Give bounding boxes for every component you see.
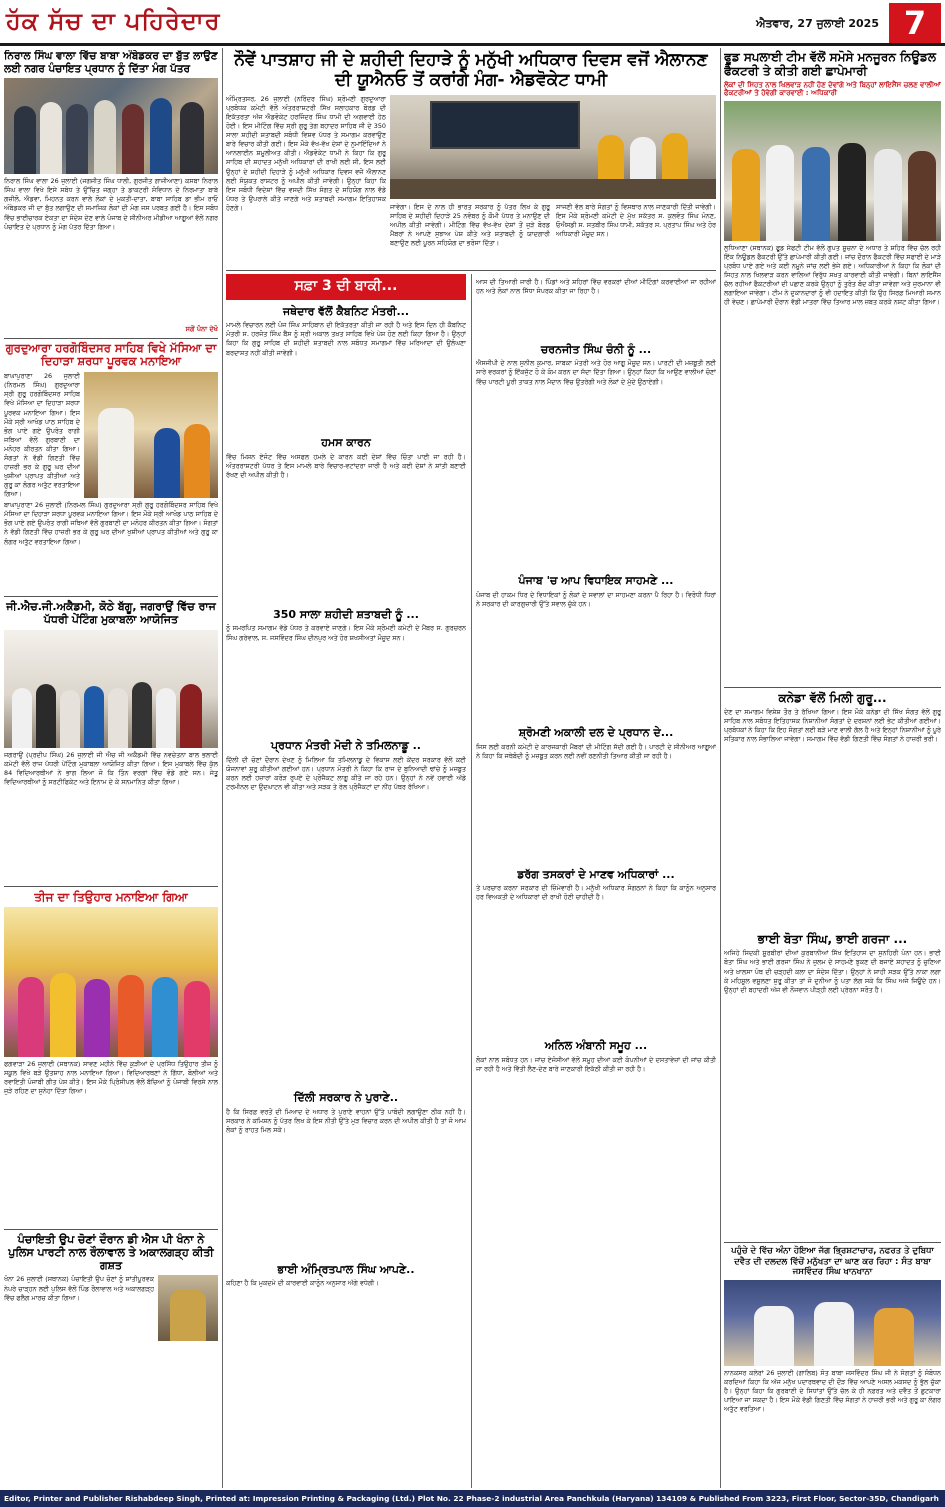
continued-article-body: ਆਸ ਦੀ ਤਿਆਰੀ ਜਾਰੀ ਹੈ। ਪਿੰਡਾਂ ਅਤੇ ਸ਼ਹਿਰਾਂ ਵਿੱਚ ਵਰਕਰਾਂ ਦੀਆਂ ਮੀਟਿੰਗਾਂ ਕਰਵਾਈਆਂ ਜਾ ਰਹੀਆਂ ਹਨ ਅਤੇ ਲੋਕਾਂ ਨਾਲ ਸਿੱਧਾ ਸੰਪਰਕ ਕੀਤਾ ਜਾ ਰਿਹਾ ਹੈ।	[476, 277, 716, 295]
continued-note: ਸਗੋਂ ਪੰਨਾ ਦੇਖੋ	[185, 325, 218, 334]
imprint-footer: Editor, Printer and Publisher Rishabdeep Singh, Printed at: Impression Printing & Packaging (Ltd.) Plot No. 22 Phase-2 industrial Area Panchkula (Haryana) 134109 & Published From 3223, First Floor, Sector-35D, Chandigarh	[0, 1490, 945, 1507]
article-headline: ਕਨੇਡਾ ਵੱਲੋਂ ਮਿਲੀ ਗੁਰੂ...	[778, 690, 887, 705]
article-photo	[4, 907, 218, 1057]
continued-article-headline: 350 ਸਾਲਾ ਸ਼ਹੀਦੀ ਸ਼ਤਾਬਦੀ ਨੂੰ ...	[273, 607, 419, 621]
article-headline: ਨਿਰਾਲ ਸਿੰਘ ਵਾਲਾ ਵਿੱਚ ਬਾਬਾ ਅੰਬੇਡਕਰ ਦਾ ਬੁੱਤ ਲਾਉਣ ਲਈ ਨਗਰ ਪੰਚਾਇਤ ਪ੍ਰਧਾਨ ਨੂੰ ਦਿੱਤਾ ਮੰਗ ਪੱਤਰ	[4, 50, 218, 75]
article-photo	[158, 1275, 218, 1341]
article-body: ਖੰਨਾ 26 ਜੁਲਾਈ (ਸਥਾਨਕ) ਪੰਚਾਇਤੀ ਉਪ ਚੋਣਾਂ ਨੂੰ ਸ਼ਾਂਤੀਪੂਰਵਕ ਨੇਪਰੇ ਚਾੜ੍ਹਨ ਲਈ ਪੁਲਿਸ ਵੱਲੋਂ ਪਿੰਡ ਰੌਲਾਵਾਲ ਅਤੇ ਅਕਾਲਗੜ੍ਹ ਵਿੱਚ ਫਲੈਗ ਮਾਰਚ ਕੀਤਾ ਗਿਆ।	[4, 1275, 154, 1302]
article-headline: ਭਾਈ ਬੋਤਾ ਸਿੰਘ, ਭਾਈ ਗਰਜਾ ...	[757, 931, 908, 946]
lead-headline: ਨੌਵੇਂ ਪਾਤਸ਼ਾਹ ਜੀ ਦੇ ਸ਼ਹੀਦੀ ਦਿਹਾੜੇ ਨੂੰ ਮਨੁੱਖੀ ਅਧਿਕਾਰ ਦਿਵਸ ਵਜੋਂ ਐਲਾਨਣ ਦੀ ਯੂਐਨਓ ਤੋਂ ਕਰਾਂਗੇ ਮੰਗ- ਐਡਵੋਕੇਟ ਧਾਮੀ	[234, 50, 708, 91]
continued-article-body: ਦਿੱਲੀ ਦੀ ਚੋਣਾਂ ਦੌਰਾਨ ਦੇਖਣ ਨੂੰ ਮਿਲਿਆ ਕਿ ਤਮਿਲਨਾਡੂ ਦੇ ਵਿਕਾਸ ਲਈ ਕੇਂਦਰ ਸਰਕਾਰ ਵੱਲੋਂ ਕਈ ਯੋਜਨਾਵਾਂ ਸ਼ੁਰੂ ਕੀਤੀਆਂ ਗਈਆਂ ਹਨ। ਪ੍ਰਧਾਨ ਮੰਤਰੀ ਨੇ ਕਿਹਾ ਕਿ ਰਾਜ ਦੇ ਬੁਨਿਆਦੀ ਢਾਂਚੇ ਨੂੰ ਮਜ਼ਬੂਤ ਕਰਨ ਲਈ ਹਜ਼ਾਰਾਂ ਕਰੋੜ ਰੁਪਏ ਦੇ ਪ੍ਰੋਜੈਕਟ ਲਾਗੂ ਕੀਤੇ ਜਾ ਰਹੇ ਹਨ। ਉਨ੍ਹਾਂ ਨੇ ਨਵੇਂ ਹਵਾਈ ਅੱਡੇ ਟਰਮੀਨਲ ਦਾ ਉਦਘਾਟਨ ਵੀ ਕੀਤਾ ਅਤੇ ਸੜਕ ਤੇ ਰੇਲ ਪ੍ਰੋਜੈਕਟਾਂ ਦਾ ਨੀਂਹ ਪੱਥਰ ਰੱਖਿਆ।	[226, 756, 466, 792]
continued-article-body: ਵਿੱਚ ਮਿਸ਼ਨ ਏਜੰਟ ਵਿੱਚ ਅਸਫਲ ਹਮਲੇ ਦੇ ਕਾਰਨ ਕਈ ਦੇਸ਼ਾਂ ਵਿੱਚ ਚਿੰਤਾ ਪਾਈ ਜਾ ਰਹੀ ਹੈ। ਅੰਤਰਰਾਸ਼ਟਰੀ ਪੱਧਰ ਤੇ ਇਸ ਮਾਮਲੇ ਬਾਰੇ ਵਿਚਾਰ-ਵਟਾਂਦਰਾ ਜਾਰੀ ਹੈ ਅਤੇ ਕਈ ਦੇਸ਼ਾਂ ਨੇ ਸ਼ਾਂਤੀ ਬਣਾਈ ਰੱਖਣ ਦੀ ਅਪੀਲ ਕੀਤੀ ਹੈ।	[226, 452, 466, 480]
continued-column	[476, 274, 716, 1488]
left-column	[4, 50, 218, 1488]
continued-article-body: ਪੰਜਾਬ ਦੀ ਹਾਕਮ ਧਿਰ ਦੇ ਵਿਧਾਇਕਾਂ ਨੂੰ ਲੋਕਾਂ ਦੇ ਸਵਾਲਾਂ ਦਾ ਸਾਹਮਣਾ ਕਰਨਾ ਪੈ ਰਿਹਾ ਹੈ। ਵਿਰੋਧੀ ਧਿਰਾਂ ਨੇ ਸਰਕਾਰ ਦੀ ਕਾਰਗੁਜ਼ਾਰੀ ਉੱਤੇ ਸਵਾਲ ਚੁੱਕੇ ਹਨ।	[476, 591, 716, 609]
continued-article	[226, 304, 466, 432]
continued-article	[226, 1262, 466, 1340]
lead-body-continued: ਜਾਵੇਗਾ। ਇਸ ਦੇ ਨਾਲ ਹੀ ਭਾਰਤ ਸਰਕਾਰ ਨੂੰ ਪੱਤਰ ਲਿਖ ਕੇ ਗੁਰੂ ਸਾਹਿਬ ਦੇ ਸ਼ਹੀਦੀ ਦਿਹਾੜੇ 25 ਨਵੰਬਰ ਨੂੰ ਕੌਮੀ ਪੱਧਰ ਤੇ ਮਨਾਉਣ ਦੀ ਅਪੀਲ ਕੀਤੀ ਜਾਵੇਗੀ। ਮੀਟਿੰਗ ਵਿੱਚ ਵੱਖ-ਵੱਖ ਦੇਸ਼ਾਂ ਤੋਂ ਜੁੜੇ ਬੋਰਡ ਮੈਂਬਰਾਂ ਨੇ ਆਪਣੇ ਸੁਝਾਅ ਪੇਸ਼ ਕੀਤੇ ਅਤੇ ਸ਼ਤਾਬਦੀ ਨੂੰ ਯਾਦਗਾਰੀ ਬਣਾਉਣ ਲਈ ਪੂਰਨ ਸਹਿਯੋਗ ਦਾ ਭਰੋਸਾ ਦਿੱਤਾ।	[390, 202, 550, 248]
article-body: ਜਗਰਾਉਂ (ਪ੍ਰਦੀਪ ਸਿੰਘ) 26 ਜੁਲਾਈ ਜੀ ਐਚ ਜੀ ਅਕੈਡਮੀ ਵਿੱਚ ਨਵਚੇਤਨਾ ਬਾਲ ਭਲਾਈ ਕਮੇਟੀ ਵੱਲੋਂ ਰਾਜ ਪੱਧਰੀ ਪੇਂਟਿੰਗ ਮੁਕਾਬਲਾ ਆਯੋਜਿਤ ਕੀਤਾ ਗਿਆ। ਇਸ ਮੁਕਾਬਲੇ ਵਿੱਚ ਕੁੱਲ 84 ਵਿਦਿਆਰਥੀਆਂ ਨੇ ਭਾਗ ਲਿਆ ਜੋ ਕਿ ਤਿੰਨ ਵਰਗਾਂ ਵਿੱਚ ਵੰਡੇ ਗਏ ਸਨ। ਜੇਤੂ ਵਿਦਿਆਰਥੀਆਂ ਨੂੰ ਸਰਟੀਫਿਕੇਟ ਅਤੇ ਇਨਾਮ ਦੇ ਕੇ ਸਨਮਾਨਿਤ ਕੀਤਾ ਗਿਆ।	[4, 750, 218, 786]
continued-article-headline: ਜਥੇਦਾਰ ਵੱਲੋਂ ਕੈਬਨਿਟ ਮੰਤਰੀ...	[283, 304, 409, 318]
article-headline: ਪੰਚਾਇਤੀ ਉਪ ਚੋਣਾਂ ਦੌਰਾਨ ਡੀ ਐਸ ਪੀ ਖੰਨਾ ਨੇ ਪੁਲਿਸ ਪਾਰਟੀ ਨਾਲ ਰੌਲਾਵਾਲ ਤੇ ਅਕਾਲਗੜ੍ਹ ਕੀਤੀ ਗਸ਼ਤ	[8, 1232, 214, 1273]
continued-article-headline: ਅਨਿਲ ਅੰਬਾਨੀ ਸਮੂਹ ...	[544, 1039, 648, 1053]
article-headline: ਫੂਡ ਸਪਲਾਈ ਟੀਮ ਵੱਲੋਂ ਸਮੋਸੇ ਮਨਜੂਰਨ ਨਿਊਡਲ ਫੈਕਟਰੀ ਤੇ ਕੀਤੀ ਗਈ ਛਾਪੇਮਾਰੀ	[724, 50, 936, 79]
article-body: ਲੁਧਿਆਣਾ (ਸਥਾਨਕ) ਫੂਡ ਸੇਫਟੀ ਟੀਮ ਵੱਲੋਂ ਗੁਪਤ ਸੂਚਨਾ ਦੇ ਅਧਾਰ ਤੇ ਸ਼ਹਿਰ ਵਿੱਚ ਚੱਲ ਰਹੀ ਇੱਕ ਨਿਊਡਲ ਫੈਕਟਰੀ ਉੱਤੇ ਛਾਪੇਮਾਰੀ ਕੀਤੀ ਗਈ। ਜਾਂਚ ਦੌਰਾਨ ਫੈਕਟਰੀ ਵਿੱਚ ਸਫਾਈ ਦੇ ਮਾੜੇ ਪ੍ਰਬੰਧ ਪਾਏ ਗਏ ਅਤੇ ਕਈ ਨਮੂਨੇ ਜਾਂਚ ਲਈ ਭੇਜੇ ਗਏ। ਅਧਿਕਾਰੀਆਂ ਨੇ ਕਿਹਾ ਕਿ ਲੋਕਾਂ ਦੀ ਸਿਹਤ ਨਾਲ ਖਿਲਵਾੜ ਕਰਨ ਵਾਲਿਆਂ ਵਿਰੁੱਧ ਸਖ਼ਤ ਕਾਰਵਾਈ ਕੀਤੀ ਜਾਵੇਗੀ। ਬਿਨਾਂ ਲਾਇਸੈਂਸ ਚੱਲ ਰਹੀਆਂ ਫੈਕਟਰੀਆਂ ਦੀ ਪਛਾਣ ਕਰਕੇ ਉਨ੍ਹਾਂ ਨੂੰ ਤੁਰੰਤ ਬੰਦ ਕੀਤਾ ਜਾਵੇਗਾ ਅਤੇ ਜੁਰਮਾਨਾ ਵੀ ਲਗਾਇਆ ਜਾਵੇਗਾ। ਟੀਮ ਨੇ ਦੁਕਾਨਦਾਰਾਂ ਨੂੰ ਵੀ ਹਦਾਇਤ ਕੀਤੀ ਕਿ ਉਹ ਸਿਰਫ਼ ਮਿਆਰੀ ਸਮਾਨ ਹੀ ਵੇਚਣ। ਛਾਪੇਮਾਰੀ ਦੌਰਾਨ ਵੱਡੀ ਮਾਤਰਾ ਵਿੱਚ ਤਿਆਰ ਮਾਲ ਜ਼ਬਤ ਕਰਕੇ ਨਸ਼ਟ ਕੀਤਾ ਗਿਆ।	[724, 243, 941, 307]
section-rule	[724, 1242, 941, 1243]
article-block	[4, 1275, 218, 1355]
section-rule	[4, 338, 218, 339]
article-photo	[4, 78, 218, 174]
edition-date: ਐਤਵਾਰ, 27 ਜੁਲਾਈ 2025	[756, 17, 879, 30]
continued-article	[226, 607, 466, 735]
continued-article-headline: ਦਿੱਲੀ ਸਰਕਾਰ ਨੇ ਪੁਰਾਣੇ..	[293, 1091, 399, 1105]
article-photo	[724, 1280, 941, 1366]
continued-article	[476, 573, 716, 721]
video-screen	[430, 101, 580, 149]
continued-article	[476, 867, 716, 1035]
continued-article-body: ਮਾਮਲੇ ਵਿਚਾਰਨ ਲਈ ਪੰਜ ਸਿੰਘ ਸਾਹਿਬਾਨ ਦੀ ਇਕੱਤਰਤਾ ਕੀਤੀ ਜਾ ਰਹੀ ਹੈ ਅਤੇ ਇਸ ਦਿਨ ਹੀ ਕੈਬਨਿਟ ਮੰਤਰੀ ਸ. ਹਰਜੋਤ ਸਿੰਘ ਬੈਂਸ ਨੂੰ ਸ੍ਰੀ ਅਕਾਲ ਤਖ਼ਤ ਸਾਹਿਬ ਵਿਖੇ ਪੇਸ਼ ਹੋਣ ਲਈ ਕਿਹਾ ਗਿਆ ਹੈ। ਉਨ੍ਹਾਂ ਕਿਹਾ ਕਿ ਗੁਰੂ ਸਾਹਿਬ ਦੀ ਸ਼ਹੀਦੀ ਸ਼ਤਾਬਦੀ ਨਾਲ ਸਬੰਧਤ ਸਮਾਗਮਾਂ ਵਿੱਚ ਮਰਿਆਦਾ ਦੀ ਉਲੰਘਣਾ ਬਰਦਾਸ਼ਤ ਨਹੀਂ ਕੀਤੀ ਜਾਵੇਗੀ।	[226, 321, 466, 357]
continued-article-headline: ਚਰਨਜੀਤ ਸਿੰਘ ਚੰਨੀ ਨੂੰ ...	[540, 342, 652, 356]
continued-article-body: ਕਹਿਣਾ ਹੈ ਕਿ ਮੁਕਦਮੇ ਦੀ ਕਾਰਵਾਈ ਕਾਨੂੰਨ ਅਨੁਸਾਰ ਅੱਗੇ ਵਧੇਗੀ।	[226, 1279, 379, 1288]
continued-article	[226, 738, 466, 1086]
masthead	[0, 0, 945, 46]
continued-article-headline: ਪ੍ਰਧਾਨ ਮੰਤਰੀ ਮੋਦੀ ਨੇ ਤਮਿਲਨਾਡੂ ..	[271, 739, 421, 753]
lead-photo	[390, 95, 716, 199]
continued-article	[226, 435, 466, 603]
article-block	[4, 372, 218, 498]
article-body: ਨਿਰਾਲ ਸਿੰਘ ਵਾਲਾ 26 ਜੁਲਾਈ (ਜਗਜੀਤ ਸਿੰਘ ਧਾਲੀ, ਗੁਰਜੀਤ ਗਾਜੀਆਣਾ) ਕਸਬਾ ਨਿਰਾਲ ਸਿੰਘ ਵਾਲਾ ਵਿਖੇ ਇਸੇ ਸਬੰਧ ਤੇ ਉੱਚਿਤ ਜਗ੍ਹਾ ਤੇ ਡਾਕਟਰੀ ਸੰਵਿਧਾਨ ਦੇ ਨਿਰਮਾਤਾ ਬਾਬੇ ਗਜ਼ੀਲੋ, ਐਡਵਾ, ਮਿਹਨਤ ਕਰਨ ਵਾਲੇ ਲੋਕਾਂ ਦੇ ਮੁਕਤੀ-ਦਾਤਾ, ਬਾਬਾ ਸਾਹਿਬ ਡਾ ਭੀਮ ਰਾਓ ਅੰਬੇਡਕਰ ਜੀ ਦਾ ਬੁੱਤ ਲਗਾਉਣ ਦੀ ਸਮਾਜਿਕ ਲੋਕਾਂ ਦੀ ਮੰਗ ਜਸ ਪਰਬਤ ਗਈ ਹੈ। ਇਸ ਸਬੰਧ ਵਿੱਚ ਭਾਈਚਾਰਕ ਏਕਤਾ ਦਾ ਸੰਦੇਸ਼ ਦੇਣ ਵਾਲੇ ਪੰਜਾਬ ਦੇ ਸੀਨੀਅਰ ਮੀਡੀਆ ਆਗੂਆਂ ਵੱਲੋਂ ਨਗਰ ਪੰਚਾਇਤ ਦੇ ਪ੍ਰਧਾਨ ਨੂੰ ਮੰਗ ਪੱਤਰ ਦਿੱਤਾ ਗਿਆ।	[4, 177, 218, 231]
continued-article-headline: ਪੰਜਾਬ 'ਚ ਆਪ ਵਿਧਾਇਕ ਸਾਹਮਣੇ ...	[518, 574, 674, 588]
continued-article	[476, 725, 716, 863]
article-headline: ਜੀ.ਐਚ.ਜੀ.ਅਕੈਡਮੀ, ਕੋਠੇ ਬੱਗੂ, ਜਗਰਾਉਂ ਵਿੱਚ ਰਾਜ ਪੱਧਰੀ ਪੇਂਟਿੰਗ ਮੁਕਾਬਲਾ ਆਯੋਜਿਤ	[6, 600, 216, 627]
article-body: ਦੇਣ ਦਾ ਸਮਾਗਮ ਵਿਸ਼ੇਸ਼ ਤੌਰ ਤੇ ਰੱਖਿਆ ਗਿਆ। ਇਸ ਮੌਕੇ ਕਨੇਡਾ ਦੀ ਸਿੱਖ ਸੰਗਤ ਵੱਲੋਂ ਗੁਰੂ ਸਾਹਿਬ ਨਾਲ ਸਬੰਧਤ ਇਤਿਹਾਸਕ ਨਿਸ਼ਾਨੀਆਂ ਸੰਗਤਾਂ ਦੇ ਦਰਸ਼ਨਾਂ ਲਈ ਭੇਟ ਕੀਤੀਆਂ ਗਈਆਂ। ਪ੍ਰਬੰਧਕਾਂ ਨੇ ਕਿਹਾ ਕਿ ਇਹ ਸੰਗਤਾਂ ਲਈ ਬੜੇ ਮਾਣ ਵਾਲੀ ਗੱਲ ਹੈ ਅਤੇ ਇਨ੍ਹਾਂ ਨਿਸ਼ਾਨੀਆਂ ਨੂੰ ਪੂਰੇ ਸਤਿਕਾਰ ਨਾਲ ਸੰਭਾਲਿਆ ਜਾਵੇਗਾ। ਸਮਾਗਮ ਵਿੱਚ ਵੱਡੀ ਗਿਣਤੀ ਵਿੱਚ ਸੰਗਤਾਂ ਨੇ ਹਾਜ਼ਰੀ ਭਰੀ।	[724, 707, 941, 744]
lead-story	[226, 95, 716, 267]
continued-column	[226, 274, 466, 1488]
lead-body: ਅੰਮ੍ਰਿਤਸਰ, 26 ਜੁਲਾਈ (ਨਰਿੰਦਰ ਸਿੰਘ) ਸ਼੍ਰੋਮਣੀ ਗੁਰਦੁਆਰਾ ਪ੍ਰਬੰਧਕ ਕਮੇਟੀ ਵੱਲੋਂ ਅੰਤਰਰਾਸ਼ਟਰੀ ਸਿੱਖ ਸਲਾਹਕਾਰ ਬੋਰਡ ਦੀ ਇਕੱਤਰਤਾ ਅੱਜ ਐਡਵੋਕੇਟ ਹਰਜਿੰਦਰ ਸਿੰਘ ਧਾਮੀ ਦੀ ਅਗਵਾਈ ਹੇਠ ਹੋਈ। ਇਸ ਮੀਟਿੰਗ ਵਿੱਚ ਸ੍ਰੀ ਗੁਰੂ ਤੇਗ ਬਹਾਦਰ ਸਾਹਿਬ ਜੀ ਦੇ 350 ਸਾਲਾ ਸ਼ਹੀਦੀ ਸ਼ਤਾਬਦੀ ਸਬੰਧੀ ਵਿਸ਼ਵ ਪੱਧਰ ਤੇ ਸਮਾਗਮ ਕਰਵਾਉਣ ਬਾਰੇ ਵਿਚਾਰ ਕੀਤੀ ਗਈ। ਇਸ ਮੌਕੇ ਵੱਖ-ਵੱਖ ਦੇਸ਼ਾਂ ਦੇ ਨੁਮਾਇੰਦਿਆਂ ਨੇ ਆਨਲਾਈਨ ਸ਼ਮੂਲੀਅਤ ਕੀਤੀ। ਐਡਵੋਕੇਟ ਧਾਮੀ ਨੇ ਕਿਹਾ ਕਿ ਗੁਰੂ ਸਾਹਿਬ ਦੀ ਸ਼ਹਾਦਤ ਮਨੁੱਖੀ ਅਧਿਕਾਰਾਂ ਦੀ ਰਾਖੀ ਲਈ ਸੀ, ਇਸ ਲਈ ਉਨ੍ਹਾਂ ਦੇ ਸ਼ਹੀਦੀ ਦਿਹਾੜੇ ਨੂੰ ਮਨੁੱਖੀ ਅਧਿਕਾਰ ਦਿਵਸ ਵਜੋਂ ਐਲਾਨਣ ਲਈ ਸੰਯੁਕਤ ਰਾਸ਼ਟਰ ਨੂੰ ਅਪੀਲ ਕੀਤੀ ਜਾਵੇਗੀ। ਉਨ੍ਹਾਂ ਕਿਹਾ ਕਿ ਇਸ ਸਬੰਧੀ ਵਿਦੇਸ਼ਾਂ ਵਿੱਚ ਵਸਦੀ ਸਿੱਖ ਸੰਗਤ ਦੇ ਸਹਿਯੋਗ ਨਾਲ ਵੱਡੇ ਪੱਧਰ ਤੇ ਉਪਰਾਲੇ ਕੀਤੇ ਜਾਣਗੇ ਅਤੇ ਸ਼ਤਾਬਦੀ ਸਮਾਗਮ ਇਤਿਹਾਸਕ ਹੋਣਗੇ।	[226, 94, 386, 212]
article-photo	[4, 630, 218, 748]
article-body: ਅਜਿਹੇ ਸਿਦਕੀ ਸੂਰਬੀਰਾਂ ਦੀਆਂ ਕੁਰਬਾਨੀਆਂ ਸਿੱਖ ਇਤਿਹਾਸ ਦਾ ਸੁਨਹਿਰੀ ਪੰਨਾ ਹਨ। ਭਾਈ ਬੋਤਾ ਸਿੰਘ ਅਤੇ ਭਾਈ ਗਰਜਾ ਸਿੰਘ ਨੇ ਜ਼ੁਲਮ ਦੇ ਸਾਹਮਣੇ ਝੁਕਣ ਦੀ ਬਜਾਏ ਸ਼ਹਾਦਤ ਨੂੰ ਚੁਣਿਆ ਅਤੇ ਖ਼ਾਲਸਾ ਪੰਥ ਦੀ ਚੜ੍ਹਦੀ ਕਲਾ ਦਾ ਸੰਦੇਸ਼ ਦਿੱਤਾ। ਉਨ੍ਹਾਂ ਨੇ ਸ਼ਾਹੀ ਸੜਕ ਉੱਤੇ ਨਾਕਾ ਲਗਾ ਕੇ ਮਹਿਸੂਲ ਵਸੂਲਣਾ ਸ਼ੁਰੂ ਕੀਤਾ ਤਾਂ ਜੋ ਦੁਨੀਆ ਨੂੰ ਪਤਾ ਲੱਗ ਸਕੇ ਕਿ ਸਿੰਘ ਅਜੇ ਜਿਊਂਦੇ ਹਨ। ਉਨ੍ਹਾਂ ਦੀ ਬਹਾਦਰੀ ਅੱਜ ਵੀ ਨੌਜਵਾਨ ਪੀੜ੍ਹੀ ਲਈ ਪ੍ਰੇਰਨਾ ਸਰੋਤ ਹੈ।	[724, 949, 941, 994]
continued-article	[476, 342, 716, 570]
column-rule	[222, 48, 223, 1488]
article-body: ਨਾਨਕਸਰ ਕਲੇਰਾਂ 26 ਜੁਲਾਈ (ਗਾਲਿਬ) ਸੰਤ ਬਾਬਾ ਜਸਵਿੰਦਰ ਸਿੰਘ ਜੀ ਨੇ ਸੰਗਤਾਂ ਨੂੰ ਸੰਬੋਧਨ ਕਰਦਿਆਂ ਕਿਹਾ ਕਿ ਅੱਜ ਮਨੁੱਖ ਪਦਾਰਥਵਾਦ ਦੀ ਦੌੜ ਵਿੱਚ ਆਪਣੇ ਅਸਲ ਮਕਸਦ ਨੂੰ ਭੁੱਲ ਚੁੱਕਾ ਹੈ। ਉਨ੍ਹਾਂ ਕਿਹਾ ਕਿ ਗੁਰਬਾਣੀ ਦੇ ਸਿਧਾਂਤਾਂ ਉੱਤੇ ਚੱਲ ਕੇ ਹੀ ਨਫ਼ਰਤ ਅਤੇ ਦਵੈਤ ਤੋਂ ਛੁਟਕਾਰਾ ਪਾਇਆ ਜਾ ਸਕਦਾ ਹੈ। ਇਸ ਮੌਕੇ ਵੱਡੀ ਗਿਣਤੀ ਵਿੱਚ ਸੰਗਤਾਂ ਨੇ ਹਾਜ਼ਰੀ ਭਰੀ ਅਤੇ ਗੁਰੂ ਕਾ ਲੰਗਰ ਅਤੁੱਟ ਵਰਤਿਆ।	[724, 1368, 941, 1414]
article-photo	[84, 372, 218, 498]
continued-article	[226, 1090, 466, 1258]
lead-body-continued: ਸਾਜਣੀ ਵੱਲ ਬਾਰੇ ਸੰਗਤਾਂ ਨੂੰ ਵਿਸਥਾਰ ਨਾਲ ਜਾਣਕਾਰੀ ਦਿੱਤੀ ਜਾਵੇਗੀ। ਇਸ ਮੌਕੇ ਸ਼੍ਰੋਮਣੀ ਕਮੇਟੀ ਦੇ ਮੁੱਖ ਸਕੱਤਰ ਸ. ਕੁਲਵੰਤ ਸਿੰਘ ਮੰਨਣ, ਓਐਸਡੀ ਸ. ਸਤਬੀਰ ਸਿੰਘ ਧਾਮੀ, ਸਕੱਤਰ ਸ. ਪ੍ਰਤਾਪ ਸਿੰਘ ਅਤੇ ਹੋਰ ਅਧਿਕਾਰੀ ਮੌਜੂਦ ਸਨ।	[556, 202, 716, 239]
continued-box-header: ਸਫ਼ਾ 3 ਦੀ ਬਾਕੀ...	[226, 274, 466, 300]
continued-article-body: ਨੂੰ ਸਮਰਪਿਤ ਸਮਾਗਮ ਵੱਡੇ ਪੱਧਰ ਤੇ ਕਰਵਾਏ ਜਾਣਗੇ। ਇਸ ਮੌਕੇ ਸ਼੍ਰੋਮਣੀ ਕਮੇਟੀ ਦੇ ਮੈਂਬਰ ਸ. ਗੁਰਚਰਨ ਸਿੰਘ ਗਰੇਵਾਲ, ਸ. ਜਸਵਿੰਦਰ ਸਿੰਘ ਦੀਨਪੁਰ ਅਤੇ ਹੋਰ ਸ਼ਖਸੀਅਤਾਂ ਮੌਜੂਦ ਸਨ।	[226, 624, 466, 642]
continued-article-body: ਲੋਕਾਂ ਨਾਲ ਸਬੰਧਤ ਹਨ। ਜਾਂਚ ਏਜੰਸੀਆਂ ਵੱਲੋਂ ਸਮੂਹ ਦੀਆਂ ਕਈ ਕੰਪਨੀਆਂ ਦੇ ਦਸਤਾਵੇਜ਼ਾਂ ਦੀ ਜਾਂਚ ਕੀਤੀ ਜਾ ਰਹੀ ਹੈ ਅਤੇ ਵਿੱਤੀ ਲੈਣ-ਦੇਣ ਬਾਰੇ ਜਾਣਕਾਰੀ ਇਕੱਠੀ ਕੀਤੀ ਜਾ ਰਹੀ ਹੈ।	[476, 1055, 716, 1073]
section-rule	[4, 1229, 218, 1230]
column-rule	[471, 274, 472, 1488]
section-rule	[4, 596, 218, 597]
newspaper-logo: ਹੱਕ ਸੱਚ ਦਾ ਪਹਿਰੇਦਾਰ	[6, 6, 221, 35]
article-body-extra: ਬਾਘਾਪੁਰਾਣਾ 26 ਜੁਲਾਈ (ਨਿਰਮਲ ਸਿੰਘ) ਗੁਰਦੁਆਰਾ ਸ੍ਰੀ ਗੁਰੂ ਹਰਗੋਬਿੰਦਸਰ ਸਾਹਿਬ ਵਿਖੇ ਮੱਸਿਆ ਦਾ ਦਿਹਾੜਾ ਸ਼ਰਧਾ ਪੂਰਵਕ ਮਨਾਇਆ ਗਿਆ। ਇਸ ਮੌਕੇ ਸ੍ਰੀ ਆਖੰਡ ਪਾਠ ਸਾਹਿਬ ਦੇ ਭੋਗ ਪਾਏ ਗਏ ਉਪਰੰਤ ਰਾਗੀ ਜਥਿਆਂ ਵੱਲੋਂ ਗੁਰਬਾਣੀ ਦਾ ਮਨੋਹਰ ਕੀਰਤਨ ਕੀਤਾ ਗਿਆ। ਸੰਗਤਾਂ ਨੇ ਵੱਡੀ ਗਿਣਤੀ ਵਿੱਚ ਹਾਜ਼ਰੀ ਭਰ ਕੇ ਗੁਰੂ ਘਰ ਦੀਆਂ ਖੁਸ਼ੀਆਂ ਪ੍ਰਾਪਤ ਕੀਤੀਆਂ ਅਤੇ ਗੁਰੂ ਕਾ ਲੰਗਰ ਅਤੁੱਟ ਵਰਤਾਇਆ ਗਿਆ।	[4, 501, 218, 546]
article-subheadline: ਲੋਕਾਂ ਦੀ ਸਿਹਤ ਨਾਲ ਖਿਲਵਾੜ ਨਹੀਂ ਹੋਣ ਦੇਵਾਂਗੇ ਅਤੇ ਬਿਨ੍ਹਾਂ ਲਾਇਸੈਂਸ ਚਲਣ ਵਾਲੀਆਂ ਫੈਕਟਰੀਆਂ ਤੇ ਹੋਵੇਗੀ ਕਾਰਵਾਈ : ਅਧਿਕਾਰੀ	[724, 80, 941, 98]
center-section	[226, 48, 716, 1488]
article-body: ਫਗਵਾੜਾ 26 ਜੁਲਾਈ (ਸਥਾਨਕ) ਸਾਵਣ ਮਹੀਨੇ ਵਿੱਚ ਕੁੜੀਆਂ ਦੇ ਪ੍ਰਸਿੱਧ ਤਿਉਹਾਰ ਤੀਜ ਨੂੰ ਸਕੂਲ ਵਿਖੇ ਬੜੇ ਉਤਸ਼ਾਹ ਨਾਲ ਮਨਾਇਆ ਗਿਆ। ਵਿਦਿਆਰਥਣਾਂ ਨੇ ਗਿੱਧਾ, ਬੋਲੀਆਂ ਅਤੇ ਰਵਾਇਤੀ ਪੰਜਾਬੀ ਗੀਤ ਪੇਸ਼ ਕੀਤੇ। ਇਸ ਮੌਕੇ ਪ੍ਰਿੰਸੀਪਲ ਵੱਲੋਂ ਬੱਚਿਆਂ ਨੂੰ ਪੰਜਾਬੀ ਵਿਰਸੇ ਨਾਲ ਜੁੜੇ ਰਹਿਣ ਦਾ ਸੁਨੇਹਾ ਦਿੱਤਾ ਗਿਆ।	[4, 1059, 218, 1096]
section-rule	[724, 687, 941, 688]
section-rule	[226, 270, 716, 271]
continued-article-body: ਹੈ ਕਿ ਸਿਰਫ਼ ਵਰਤੋਂ ਦੀ ਮਿਆਦ ਦੇ ਅਧਾਰ ਤੇ ਪੁਰਾਣੇ ਵਾਹਨਾਂ ਉੱਤੇ ਪਾਬੰਦੀ ਲਗਾਉਣਾ ਠੀਕ ਨਹੀਂ ਹੈ। ਸਰਕਾਰ ਨੇ ਕਮਿਸ਼ਨ ਨੂੰ ਪੱਤਰ ਲਿਖ ਕੇ ਇਸ ਨੀਤੀ ਉੱਤੇ ਮੁੜ ਵਿਚਾਰ ਕਰਨ ਦੀ ਅਪੀਲ ਕੀਤੀ ਹੈ ਤਾਂ ਜੋ ਆਮ ਲੋਕਾਂ ਨੂੰ ਰਾਹਤ ਮਿਲ ਸਕੇ।	[226, 1107, 466, 1134]
continued-article-headline: ਭਾਈ ਅੰਮ੍ਰਿਤਪਾਲ ਸਿੰਘ ਆਪਣੇ..	[277, 1262, 415, 1276]
continued-article	[476, 1038, 716, 1266]
section-rule	[4, 886, 218, 887]
article-headline: ਗੁਰਦੁਆਰਾ ਹਰਗੋਬਿੰਦਸਰ ਸਾਹਿਬ ਵਿਖੇ ਮੱਸਿਆ ਦਾ ਦਿਹਾੜਾ ਸ਼ਰਧਾ ਪੂਰਵਕ ਮਨਾਇਆ	[5, 340, 217, 369]
continued-article	[476, 278, 716, 338]
continued-article-headline: ਡਰੱਗ ਤਸਕਰਾਂ ਦੇ ਮਾਣਵ ਅਧਿਕਾਰਾਂ ...	[517, 867, 675, 881]
continued-articles-area	[226, 274, 716, 1488]
continued-article-body: ਤੇ ਪਰਚਾਰ ਕਰਨਾ ਸਰਕਾਰ ਦੀ ਜ਼ਿੰਮੇਵਾਰੀ ਹੈ। ਮਨੁੱਖੀ ਅਧਿਕਾਰ ਸੰਗਠਨਾਂ ਨੇ ਕਿਹਾ ਕਿ ਕਾਨੂੰਨ ਅਨੁਸਾਰ ਹਰ ਵਿਅਕਤੀ ਦੇ ਅਧਿਕਾਰਾਂ ਦੀ ਰਾਖੀ ਹੋਣੀ ਚਾਹੀਦੀ ਹੈ।	[476, 884, 716, 902]
article-photo	[724, 101, 941, 241]
column-rule	[720, 48, 721, 1488]
article-headline: ਤੀਜ ਦਾ ਤਿਉਹਾਰ ਮਨਾਇਆ ਗਿਆ	[34, 889, 188, 904]
article-body: ਬਾਘਾਪੁਰਾਣਾ 26 ਜੁਲਾਈ (ਨਿਰਮਲ ਸਿੰਘ) ਗੁਰਦੁਆਰਾ ਸ੍ਰੀ ਗੁਰੂ ਹਰਗੋਬਿੰਦਸਰ ਸਾਹਿਬ ਵਿਖੇ ਮੱਸਿਆ ਦਾ ਦਿਹਾੜਾ ਸ਼ਰਧਾ ਪੂਰਵਕ ਮਨਾਇਆ ਗਿਆ। ਇਸ ਮੌਕੇ ਸ੍ਰੀ ਆਖੰਡ ਪਾਠ ਸਾਹਿਬ ਦੇ ਭੋਗ ਪਾਏ ਗਏ ਉਪਰੰਤ ਰਾਗੀ ਜਥਿਆਂ ਵੱਲੋਂ ਗੁਰਬਾਣੀ ਦਾ ਮਨੋਹਰ ਕੀਰਤਨ ਕੀਤਾ ਗਿਆ। ਸੰਗਤਾਂ ਨੇ ਵੱਡੀ ਗਿਣਤੀ ਵਿੱਚ ਹਾਜ਼ਰੀ ਭਰ ਕੇ ਗੁਰੂ ਘਰ ਦੀਆਂ ਖੁਸ਼ੀਆਂ ਪ੍ਰਾਪਤ ਕੀਤੀਆਂ ਅਤੇ ਗੁਰੂ ਕਾ ਲੰਗਰ ਅਤੁੱਟ ਵਰਤਾਇਆ ਗਿਆ।	[4, 372, 80, 499]
right-column	[724, 50, 941, 1488]
continued-article-headline: ਸ਼੍ਰੋਮਣੀ ਅਕਾਲੀ ਦਲ ਦੇ ਪ੍ਰਧਾਨ ਦੇ...	[518, 726, 674, 739]
page-number: 7	[889, 3, 941, 43]
article-headline: ਪਹੁੰਚੇ ਦੇ ਵਿੱਚ ਅੰਨਾ ਹੋਇਆ ਜੱਗ ਭ੍ਰਿਸ਼ਟਾਚਾਰ, ਨਫਰਤ ਤੇ ਦੁਬਿਧਾ ਦਵੈਤ ਦੀ ਦਲਦਲ ਵਿੱਚੋਂ ਮਨੁੱਖਤਾ ਦਾ ਘਾਣ ਕਰ ਰਿਹਾ : ਸੰਤ ਬਾਬਾ ਜਸਵਿੰਦਰ ਸਿੰਘ ਖਾਨਖਾਨਾ	[731, 1246, 934, 1277]
continued-article-headline: ਹਮਸ ਕਾਰਨ	[321, 436, 371, 450]
continued-article-body: ਜਿਸ ਲਈ ਕਰਨੀ ਕਮੇਟੀ ਦੇ ਕਾਰਜਕਾਰੀ ਮੈਂਬਰਾਂ ਦੀ ਮੀਟਿੰਗ ਸੱਦੀ ਗਈ ਹੈ। ਪਾਰਟੀ ਦੇ ਸੀਨੀਅਰ ਆਗੂਆਂ ਨੇ ਕਿਹਾ ਕਿ ਜਥੇਬੰਦੀ ਨੂੰ ਮਜ਼ਬੂਤ ਕਰਨ ਲਈ ਨਵੀਂ ਰਣਨੀਤੀ ਤਿਆਰ ਕੀਤੀ ਜਾ ਰਹੀ ਹੈ।	[476, 742, 716, 760]
continued-article-body: ਐਸਜੀਪੀ ਦੇ ਨਾਲ ਸੁਨੀਲ ਕੁਮਾਰ, ਸਾਬਕਾ ਮੰਤਰੀ ਅਤੇ ਹੋਰ ਆਗੂ ਮੌਜੂਦ ਸਨ। ਪਾਰਟੀ ਦੀ ਮਜ਼ਬੂਤੀ ਲਈ ਸਾਰੇ ਵਰਕਰਾਂ ਨੂੰ ਇੱਕਜੁੱਟ ਹੋ ਕੇ ਕੰਮ ਕਰਨ ਦਾ ਸੱਦਾ ਦਿੱਤਾ ਗਿਆ। ਉਨ੍ਹਾਂ ਕਿਹਾ ਕਿ ਆਉਣ ਵਾਲੀਆਂ ਚੋਣਾਂ ਵਿੱਚ ਪਾਰਟੀ ਪੂਰੀ ਤਾਕਤ ਨਾਲ ਮੈਦਾਨ ਵਿੱਚ ਉਤਰੇਗੀ ਅਤੇ ਲੋਕਾਂ ਦੇ ਮੁੱਦੇ ਉਠਾਏਗੀ।	[476, 359, 716, 386]
